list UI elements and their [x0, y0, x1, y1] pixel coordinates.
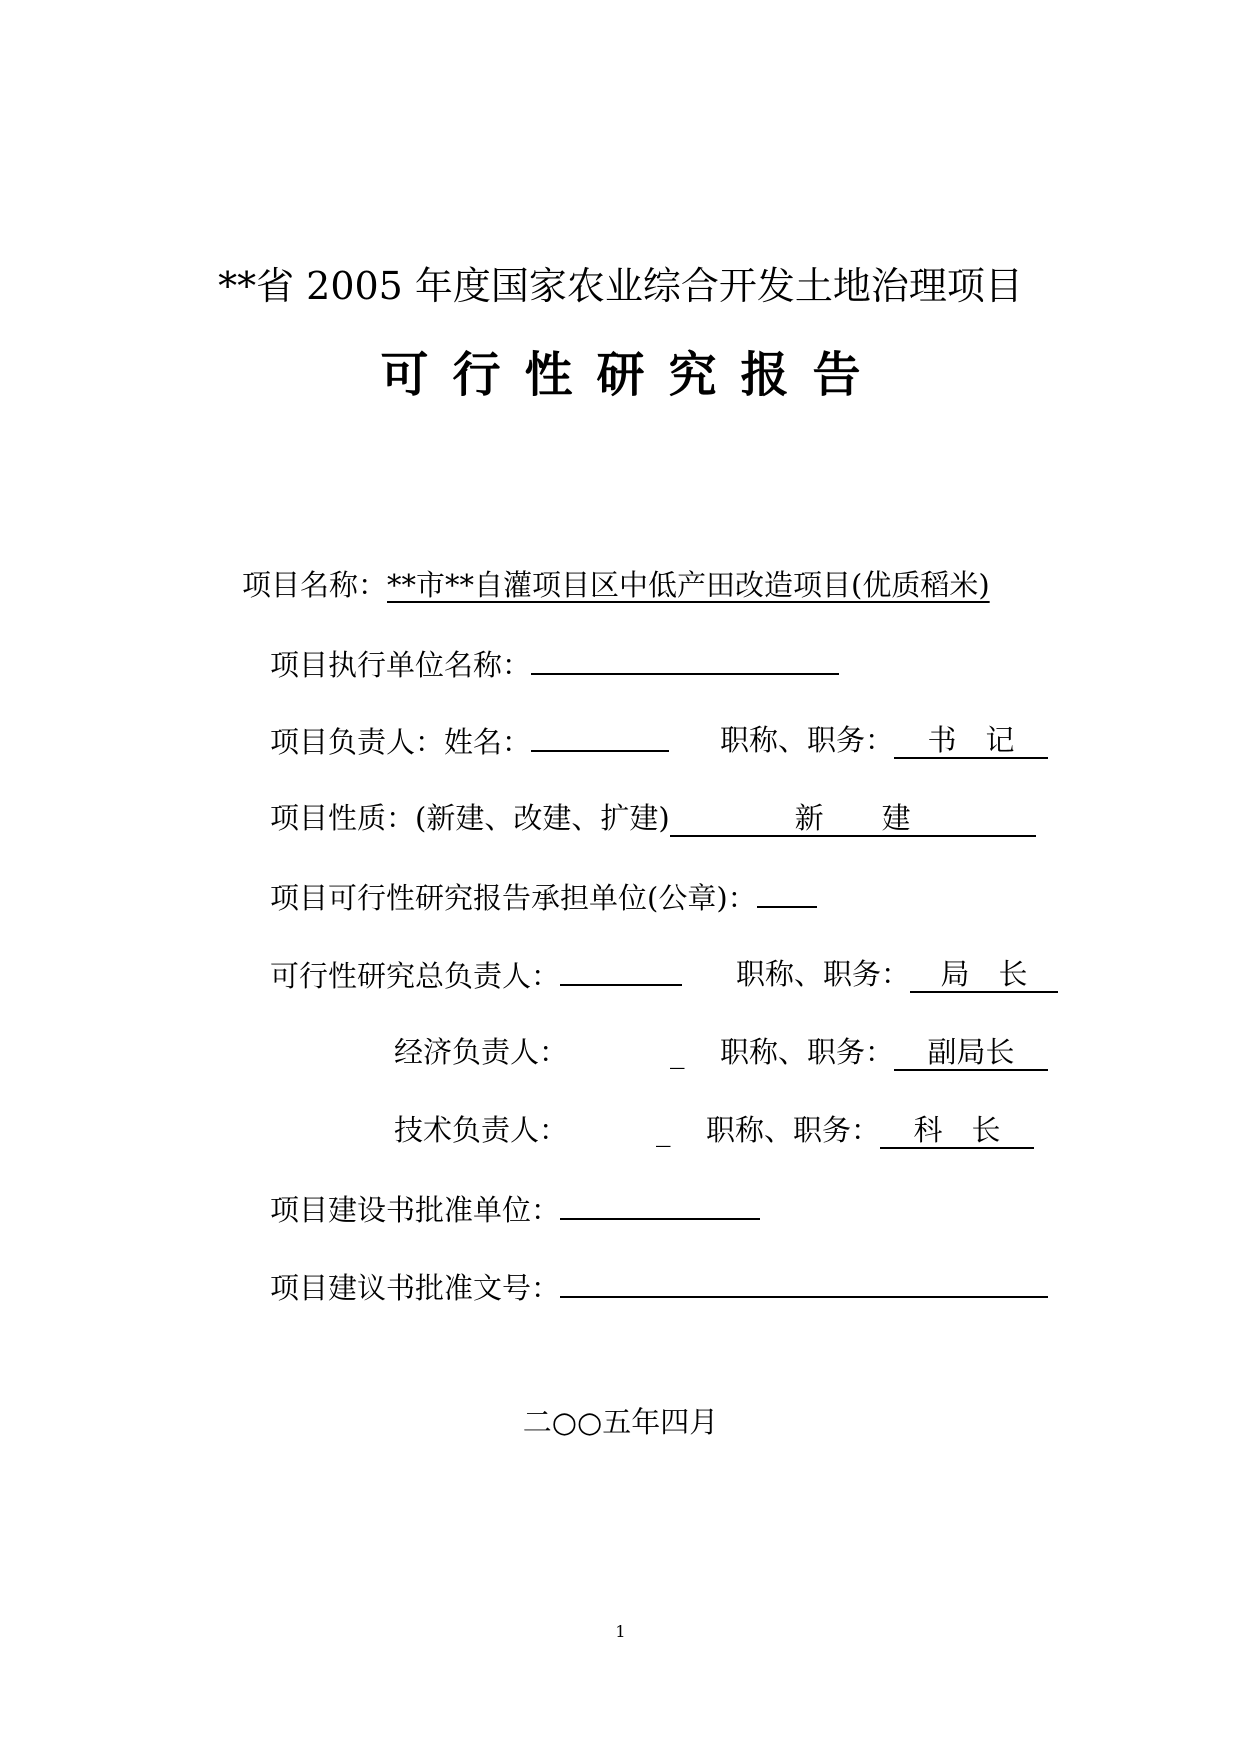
- econ-title-label: 职称、职务：: [720, 1035, 895, 1069]
- econ-row: [394, 1032, 568, 1072]
- study-chief-title-label: 职称、职务：: [736, 957, 911, 991]
- nature-row: [270, 798, 1036, 838]
- project-name-value: **市**自灌项目区中低产田改造项目(优质稻米): [387, 568, 990, 602]
- nature-label: 项目性质：(新建、改建、扩建): [270, 801, 670, 835]
- exec-unit-label: 项目执行单位名称：: [270, 648, 532, 682]
- leader-row: [270, 720, 669, 762]
- econ-title-row: [720, 1032, 1048, 1072]
- approval-unit-blank: [560, 1188, 760, 1220]
- leader-label: 项目负责人：姓名：: [270, 725, 532, 759]
- document-date: 二○○五年四月: [522, 1405, 719, 1439]
- exec-unit-blank: [531, 643, 839, 675]
- tech-title-label: 职称、职务：: [706, 1113, 881, 1147]
- approval-unit-row: [270, 1188, 760, 1230]
- page-number: 1: [615, 1622, 626, 1641]
- approval-doc-blank: [560, 1266, 1048, 1298]
- undertaker-label: 项目可行性研究报告承担单位(公章)：: [270, 881, 757, 915]
- approval-unit-label: 项目建设书批准单位：: [270, 1193, 561, 1227]
- approval-doc-row: [270, 1266, 1048, 1308]
- study-chief-blank: [560, 954, 682, 986]
- study-chief-label: 可行性研究总负责人：: [270, 959, 561, 993]
- study-chief-title-row: [736, 954, 1058, 994]
- tech-row: [394, 1110, 568, 1150]
- nature-value: 新 建: [670, 801, 1036, 837]
- econ-title-value: 副局长: [894, 1035, 1048, 1071]
- approval-doc-label: 项目建议书批准文号：: [270, 1271, 561, 1305]
- econ-label: 经济负责人：: [394, 1035, 569, 1069]
- tech-title-value: 科 长: [880, 1113, 1034, 1149]
- project-name-label: 项目名称：: [242, 568, 388, 602]
- exec-unit-row: [270, 643, 839, 685]
- study-chief-row: [270, 954, 682, 996]
- leader-name-blank: [531, 720, 669, 752]
- tech-title-row: [706, 1110, 1034, 1150]
- document-title: **省 2005 年度国家农业综合开发土地治理项目: [218, 264, 1023, 308]
- leader-title-value: 书 记: [894, 723, 1048, 759]
- document-subtitle: 可行性研究报告: [380, 347, 885, 403]
- undertaker-blank: [757, 876, 817, 908]
- tech-label: 技术负责人：: [394, 1113, 569, 1147]
- project-name-row: [242, 565, 990, 605]
- undertaker-row: [270, 876, 817, 918]
- leader-title-label: 职称、职务：: [720, 723, 895, 757]
- leader-title-row: [720, 720, 1048, 760]
- tech-blank: _: [656, 1113, 671, 1147]
- study-chief-title-value: 局 长: [910, 957, 1058, 993]
- econ-blank: _: [670, 1035, 685, 1069]
